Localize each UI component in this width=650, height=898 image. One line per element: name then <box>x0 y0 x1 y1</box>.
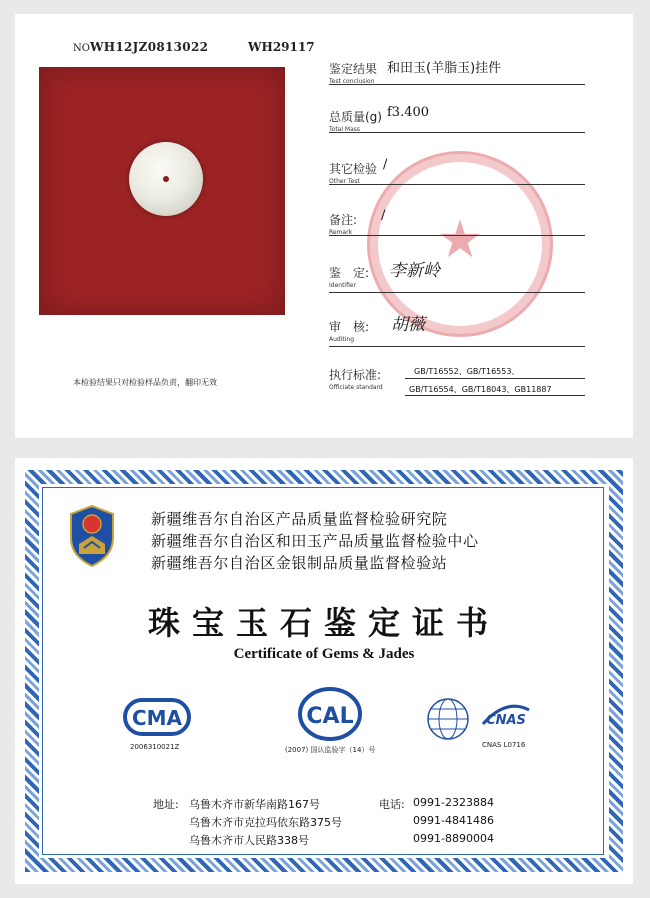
standards-line-1: GB/T16552、GB/T16553、 <box>414 367 520 376</box>
address-line-1: 乌鲁木齐市新华南路167号 <box>189 798 320 811</box>
cal-caption: (2007) 国认监验字（14）号 <box>285 746 376 754</box>
cma-caption: 2006310021Z <box>130 743 180 751</box>
inspection-emblem-icon <box>67 504 117 568</box>
phone-line-2: 0991-4841486 <box>413 814 494 827</box>
institution-name-3: 新疆维吾尔自治区金银制品质量监督检验站 <box>151 554 448 572</box>
field-label: 备注: <box>329 213 358 227</box>
field-underline <box>405 395 585 396</box>
phone-line-3: 0991-8890004 <box>413 832 494 845</box>
field-total-mass <box>329 106 585 133</box>
disclaimer-text: 本检验结果只对检验样品负责，翻印无效 <box>73 378 217 387</box>
standards-line-2: GB/T16554、GB/T18043、GB11887 <box>409 385 552 394</box>
cal-mark: CAL <box>306 704 354 729</box>
field-auditing <box>329 316 585 343</box>
field-officiate-standard <box>329 364 585 394</box>
address-line-3: 乌鲁木齐市人民路338号 <box>189 834 309 847</box>
institution-name-1: 新疆维吾尔自治区产品质量监督检验研究院 <box>151 510 448 528</box>
field-label: 鉴定结果 <box>329 62 378 76</box>
identifier-signature: 李新岭 <box>389 261 440 281</box>
certificate-title-en: Certificate of Gems & Jades <box>233 646 415 662</box>
auditor-signature: 胡薇 <box>391 315 425 335</box>
conclusion-value: 和田玉(羊脂玉)挂件 <box>387 61 502 76</box>
jade-pendant-image <box>129 142 203 216</box>
field-underline <box>329 235 585 236</box>
field-label: 执行标准: <box>329 368 382 382</box>
field-label-en: Test conclusion <box>329 78 375 85</box>
cnas-caption: CNAS L0716 <box>482 741 526 749</box>
stamp-star-icon: ★ <box>436 210 484 270</box>
serial-number-value: WH12JZ0813022 <box>89 40 209 54</box>
cnas-logo-icon <box>477 698 535 736</box>
field-other-test <box>329 158 585 185</box>
field-test-conclusion <box>329 58 585 85</box>
certificate-cover-card <box>15 458 633 884</box>
field-underline <box>329 292 585 293</box>
cma-mark: CMA <box>131 706 183 730</box>
jade-photo <box>39 67 285 315</box>
mass-value: f3.400 <box>387 105 430 120</box>
other-test-value: / <box>383 157 388 172</box>
field-label-en: Officiate standard <box>329 384 383 391</box>
certificate-title-cn: 珠宝玉石鉴定证书 <box>147 604 500 642</box>
phone-line-1: 0991-2323884 <box>413 796 494 809</box>
field-label-en: Other Test <box>329 178 360 185</box>
field-label: 鉴 定: <box>329 266 370 280</box>
field-label: 审 核: <box>329 320 370 334</box>
address-label: 地址: <box>153 798 179 811</box>
field-label: 总质量(g) <box>329 110 382 124</box>
field-underline <box>329 84 585 85</box>
field-underline <box>329 132 585 133</box>
field-underline <box>329 346 585 347</box>
field-underline <box>405 378 585 379</box>
field-label-en: Identifier <box>329 282 357 289</box>
field-label-en: Remark <box>329 229 353 236</box>
cnas-mark: CNAS <box>486 713 526 728</box>
cal-logo-icon <box>297 686 363 742</box>
address-line-2: 乌鲁木齐市克拉玛依东路375号 <box>189 816 342 829</box>
pendant-hole <box>163 176 169 182</box>
field-underline <box>329 184 585 185</box>
serial-no-label: NO <box>73 43 90 54</box>
remark-value: / <box>381 208 386 223</box>
field-label-en: Auditing <box>329 336 355 343</box>
test-report-card <box>15 14 633 438</box>
cma-logo-icon <box>121 696 193 738</box>
field-remark <box>329 209 585 236</box>
ilac-mra-globe-icon <box>425 696 471 742</box>
field-label-en: Total Mass <box>329 126 361 133</box>
field-label: 其它检验 <box>329 162 378 176</box>
serial-code: WH29117 <box>248 40 315 54</box>
phone-label: 电话: <box>379 798 405 811</box>
serial-number <box>73 40 315 54</box>
field-identifier <box>329 262 585 289</box>
institution-name-2: 新疆维吾尔自治区和田玉产品质量监督检验中心 <box>151 532 479 550</box>
